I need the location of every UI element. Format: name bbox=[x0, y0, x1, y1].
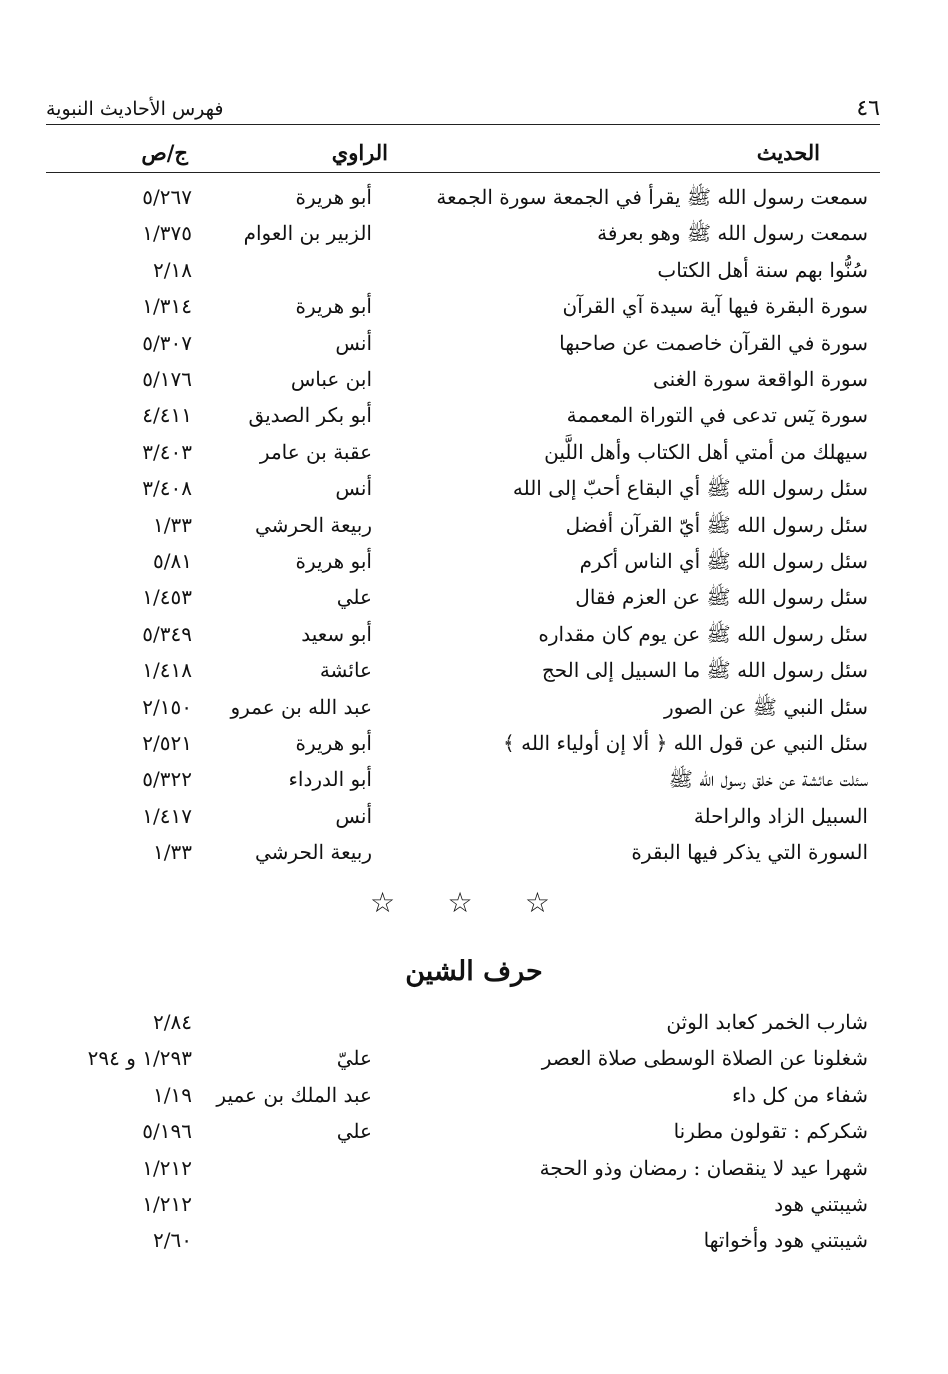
index-row bbox=[0, 655, 948, 691]
index-row bbox=[0, 728, 948, 764]
index-row bbox=[0, 801, 948, 837]
index-row bbox=[0, 182, 948, 218]
star-icon: ☆ bbox=[447, 886, 473, 919]
index-row bbox=[0, 764, 948, 800]
narrator-name: أنس bbox=[335, 476, 372, 501]
hadith-text: سورة الواقعة سورة الغنى bbox=[653, 367, 868, 391]
narrator-name: عائشة bbox=[319, 658, 372, 683]
hadith-text: سورة يٓس تدعى في التوراة المعممة bbox=[566, 403, 868, 428]
narrator-name: عبد الملك بن عمير bbox=[216, 1082, 372, 1107]
volume-page-ref: ٥/٣٠٧ bbox=[142, 330, 192, 355]
hadith-text: سُنُّوا بهم سنة أهل الكتاب bbox=[657, 257, 868, 282]
hadith-text: السورة التي يذكر فيها البقرة bbox=[631, 840, 868, 865]
narrator-name: علي bbox=[336, 585, 372, 610]
hadith-text: شفاء من كل داء bbox=[732, 1082, 868, 1107]
volume-page-ref: ٥/٨١ bbox=[153, 549, 192, 573]
narrator-name: أبو بكر الصديق bbox=[248, 403, 372, 428]
narrator-name: ربيعة الحرشي bbox=[254, 512, 372, 537]
index-row bbox=[0, 1116, 948, 1152]
volume-page-ref: ٢/٦٠ bbox=[153, 1228, 192, 1253]
volume-page-ref: ١/٣٧٥ bbox=[142, 221, 192, 246]
narrator-name: أنس bbox=[335, 330, 372, 355]
column-header-volume-page: ج/ص bbox=[141, 140, 188, 165]
narrator-name: علي bbox=[336, 1119, 372, 1144]
hadith-text: سئل النبي عن قول الله ﴿ ألا إن أولياء الله ﴾ bbox=[503, 731, 868, 755]
narrator-name: أبو هريرة bbox=[295, 294, 372, 319]
hadith-text: سئل النبي ﷺ عن الصور bbox=[663, 694, 868, 719]
index-row bbox=[0, 255, 948, 291]
hadith-text: سورة البقرة فيها آية سيدة آي القرآن bbox=[562, 294, 868, 319]
star-icon: ☆ bbox=[370, 886, 396, 919]
narrator-name: أبو سعيد bbox=[301, 621, 372, 646]
index-row bbox=[0, 619, 948, 655]
index-row bbox=[0, 582, 948, 618]
index-row bbox=[0, 1080, 948, 1116]
volume-page-ref: ٢/٨٤ bbox=[153, 1010, 192, 1034]
index-row bbox=[0, 837, 948, 873]
index-row bbox=[0, 692, 948, 728]
hadith-text: سئل رسول الله ﷺ أي البقاع أحبّ إلى الله bbox=[512, 476, 868, 501]
hadith-text: سمعت رسول الله ﷺ وهو بعرفة bbox=[597, 221, 868, 246]
volume-page-ref: ١/٢١٢ bbox=[142, 1155, 192, 1180]
volume-page-ref: ٣/٤٠٣ bbox=[142, 439, 192, 464]
page-header bbox=[46, 94, 880, 125]
volume-page-ref: ٥/١٧٦ bbox=[142, 367, 192, 391]
section-heading: حرف الشين bbox=[405, 956, 543, 987]
volume-page-ref: ٢/٥٢١ bbox=[142, 731, 192, 755]
narrator-name: أنس bbox=[335, 803, 372, 828]
narrator-name: أبو هريرة bbox=[295, 731, 372, 755]
hadith-text: سئل رسول الله ﷺ أيّ القرآن أفضل bbox=[565, 512, 868, 537]
volume-page-ref: ١/٢٩٣ و ٢٩٤ bbox=[87, 1046, 192, 1071]
narrator-name: عليّ bbox=[336, 1046, 372, 1071]
column-header-hadith: الحديث bbox=[756, 140, 820, 165]
column-header-narrator: الراوي bbox=[331, 140, 388, 165]
index-row bbox=[0, 473, 948, 509]
narrator-name: الزبير بن العوام bbox=[243, 221, 372, 246]
narrator-name: ابن عباس bbox=[290, 367, 372, 391]
narrator-name: أبو هريرة bbox=[295, 549, 372, 573]
index-row bbox=[0, 1225, 948, 1261]
hadith-text: سيهلك من أمتي أهل الكتاب وأهل اللَّين bbox=[544, 439, 868, 464]
page-number: ٤٦ bbox=[856, 96, 880, 121]
hadith-text: سئل رسول الله ﷺ عن يوم كان مقداره bbox=[538, 621, 868, 646]
section-separator bbox=[370, 888, 550, 918]
hadith-text: سئل رسول الله ﷺ عن العزم فقال bbox=[575, 585, 868, 610]
index-row bbox=[0, 1007, 948, 1043]
volume-page-ref: ٥/١٩٦ bbox=[142, 1119, 192, 1144]
index-row bbox=[0, 328, 948, 364]
index-row bbox=[0, 364, 948, 400]
volume-page-ref: ٤/٤١١ bbox=[142, 403, 192, 428]
hadith-text: سئل رسول الله ﷺ ما السبيل إلى الحج bbox=[541, 658, 868, 683]
hadith-text: شكركم : تقولون مطرنا bbox=[673, 1119, 868, 1144]
hadith-text: شيبتني هود وأخواتها bbox=[703, 1228, 868, 1253]
index-row bbox=[0, 437, 948, 473]
index-row bbox=[0, 1189, 948, 1225]
volume-page-ref: ٢/١٥٠ bbox=[142, 694, 192, 719]
volume-page-ref: ١/٣٣ bbox=[153, 512, 192, 537]
volume-page-ref: ٢/١٨ bbox=[153, 257, 192, 282]
index-row bbox=[0, 291, 948, 327]
index-row bbox=[0, 400, 948, 436]
hadith-text: شغلونا عن الصلاة الوسطى صلاة العصر bbox=[541, 1046, 868, 1071]
volume-page-ref: ١/٤١٨ bbox=[142, 658, 192, 683]
volume-page-ref: ١/٣٣ bbox=[153, 840, 192, 865]
volume-page-ref: ١/٢١٢ bbox=[142, 1192, 192, 1216]
volume-page-ref: ١/٤٥٣ bbox=[142, 585, 192, 610]
index-row bbox=[0, 510, 948, 546]
volume-page-ref: ١/١٩ bbox=[153, 1082, 192, 1107]
volume-page-ref: ١/٤١٧ bbox=[142, 803, 192, 828]
index-row bbox=[0, 1043, 948, 1079]
narrator-name: أبو هريرة bbox=[295, 185, 372, 209]
narrator-name: أبو الدرداء bbox=[288, 767, 372, 792]
hadith-text: سئلت عائشة عن خلق رسول الله ﷺ bbox=[668, 767, 868, 792]
header-divider bbox=[46, 172, 880, 173]
hadith-text: شهرا عيد لا ينقصان : رمضان وذو الحجة bbox=[539, 1155, 868, 1180]
volume-page-ref: ٥/٣٢٢ bbox=[142, 767, 192, 792]
volume-page-ref: ٥/٢٦٧ bbox=[142, 185, 192, 209]
running-title: فهرس الأحاديث النبوية bbox=[46, 98, 224, 120]
volume-page-ref: ٣/٤٠٨ bbox=[142, 476, 192, 501]
narrator-name: عبد الله بن عمرو bbox=[230, 694, 372, 719]
hadith-text: شيبتني هود bbox=[774, 1192, 868, 1216]
volume-page-ref: ١/٣١٤ bbox=[142, 294, 192, 319]
hadith-text: السبيل الزاد والراحلة bbox=[693, 803, 868, 828]
narrator-name: ربيعة الحرشي bbox=[254, 840, 372, 865]
narrator-name: عقبة بن عامر bbox=[259, 439, 372, 464]
index-row bbox=[0, 218, 948, 254]
index-row bbox=[0, 1153, 948, 1189]
hadith-text: سورة في القرآن خاصمت عن صاحبها bbox=[559, 330, 868, 355]
hadith-text: شارب الخمر كعابد الوثن bbox=[666, 1010, 868, 1034]
star-icon: ☆ bbox=[524, 886, 550, 919]
hadith-text: سمعت رسول الله ﷺ يقرأ في الجمعة سورة الجمعة bbox=[436, 185, 868, 209]
volume-page-ref: ٥/٣٤٩ bbox=[142, 621, 192, 646]
hadith-text: سئل رسول الله ﷺ أي الناس أكرم bbox=[579, 549, 868, 573]
index-row bbox=[0, 546, 948, 582]
